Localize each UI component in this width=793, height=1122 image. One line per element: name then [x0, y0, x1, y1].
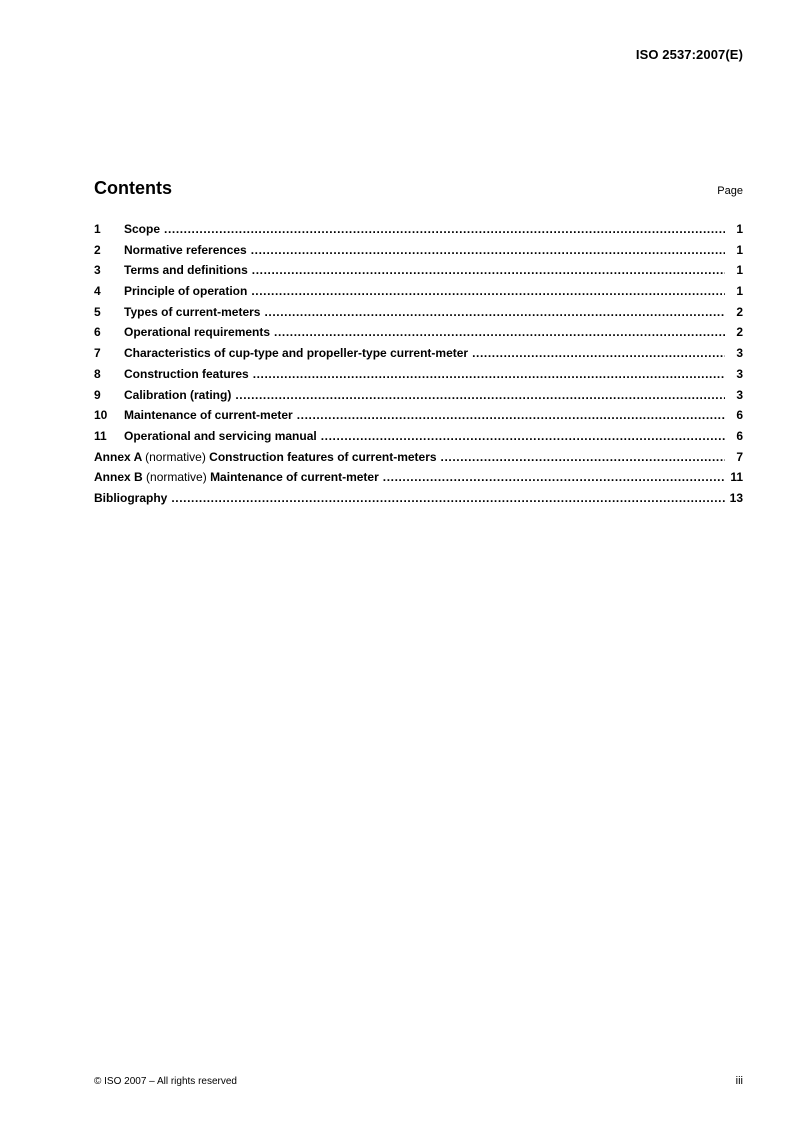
toc-entry-number: 9 [94, 387, 101, 402]
dot-leader [235, 388, 725, 402]
toc-entry-number: 10 [94, 408, 108, 423]
toc-entry-page: 6 [736, 428, 743, 443]
toc-entry-terms-and-definitions[interactable] [94, 263, 743, 284]
toc-entry-annex-a[interactable] [94, 450, 743, 471]
toc-entry-page: 7 [736, 449, 743, 464]
annex-title: Maintenance of current-meter [210, 470, 379, 485]
toc-entry-page: 3 [736, 366, 743, 381]
toc-entry-number: 4 [94, 284, 101, 299]
dot-leader [274, 325, 725, 339]
dot-leader [264, 305, 725, 319]
toc-entry-annex-b[interactable] [94, 470, 743, 491]
toc-entry-page: 1 [736, 284, 743, 299]
copyright-notice: © ISO 2007 – All rights reserved [94, 1076, 237, 1087]
dot-leader [441, 450, 725, 464]
dot-leader [321, 429, 725, 443]
dot-leader [164, 222, 725, 236]
page-number: iii [735, 1075, 743, 1087]
toc-entry-construction-features[interactable] [94, 367, 743, 388]
toc-entry-page: 1 [736, 263, 743, 278]
toc-entry-title: Characteristics of cup-type and propeller-type current-meter [124, 346, 469, 361]
toc-entry-bibliography[interactable] [94, 491, 743, 512]
contents-heading: Contents [94, 178, 172, 198]
toc-entry-title: Calibration (rating) [124, 387, 232, 402]
toc-entry-number: 7 [94, 346, 101, 361]
toc-entry-page: 1 [736, 242, 743, 257]
dot-leader [383, 470, 725, 484]
dot-leader [297, 408, 725, 422]
toc-entry-title: Principle of operation [124, 284, 248, 299]
annex-qualifier: (normative) [145, 449, 206, 464]
toc-entry-calibration[interactable] [94, 388, 743, 409]
toc-entry-types-of-current-meters[interactable] [94, 305, 743, 326]
annex-label: Annex A [94, 449, 142, 464]
toc-entry-page: 6 [736, 408, 743, 423]
toc-entry-title: Construction features [124, 366, 249, 381]
toc-entry-page: 2 [736, 304, 743, 319]
annex-qualifier: (normative) [146, 470, 207, 485]
toc-entry-title: Terms and definitions [124, 263, 248, 278]
toc-entry-number: 2 [94, 242, 101, 257]
toc-entry-title: Operational and servicing manual [124, 428, 317, 443]
toc-entry-title: Operational requirements [124, 325, 271, 340]
dot-leader [253, 367, 725, 381]
toc-entry-normative-references[interactable] [94, 243, 743, 264]
toc-entry-page: 3 [736, 387, 743, 402]
toc-entry-number: 11 [94, 428, 107, 443]
toc-entry-title: Types of current-meters [124, 304, 261, 319]
toc-entry-page: 1 [736, 222, 743, 236]
toc-entry-number: 6 [94, 325, 101, 340]
toc-entry-title: Maintenance of current-meter [124, 408, 293, 423]
toc-entry-page: 2 [736, 325, 743, 340]
toc-annex-title-group [94, 470, 379, 484]
annex-title: Construction features of current-meters [209, 449, 437, 464]
toc-entry-page: 3 [736, 346, 743, 361]
toc-entry-number: 3 [94, 263, 101, 278]
toc-entry-operational-manual[interactable] [94, 429, 743, 450]
toc-entry-page: 11 [730, 470, 743, 485]
dot-leader [251, 243, 725, 257]
toc-entry-title: Bibliography [94, 490, 168, 505]
toc-entry-characteristics[interactable] [94, 346, 743, 367]
toc-entry-number: 5 [94, 304, 101, 319]
toc-entry-number: 1 [94, 222, 101, 236]
toc-entry-scope[interactable] [94, 222, 743, 243]
toc-entry-number: 8 [94, 366, 101, 381]
dot-leader [472, 346, 725, 360]
document-id: ISO 2537:2007(E) [635, 47, 743, 62]
table-of-contents [94, 222, 743, 512]
dot-leader [252, 263, 725, 277]
toc-entry-operational-requirements[interactable] [94, 325, 743, 346]
toc-entry-maintenance[interactable] [94, 408, 743, 429]
dot-leader [251, 284, 725, 298]
toc-entry-principle-of-operation[interactable] [94, 284, 743, 305]
toc-entry-title: Normative references [124, 242, 247, 257]
annex-label: Annex B [94, 470, 143, 485]
dot-leader [171, 491, 725, 505]
page-column-label: Page [717, 185, 743, 197]
toc-entry-title: Scope [124, 222, 161, 236]
toc-entry-page: 13 [729, 490, 743, 505]
toc-annex-title-group [94, 450, 437, 464]
